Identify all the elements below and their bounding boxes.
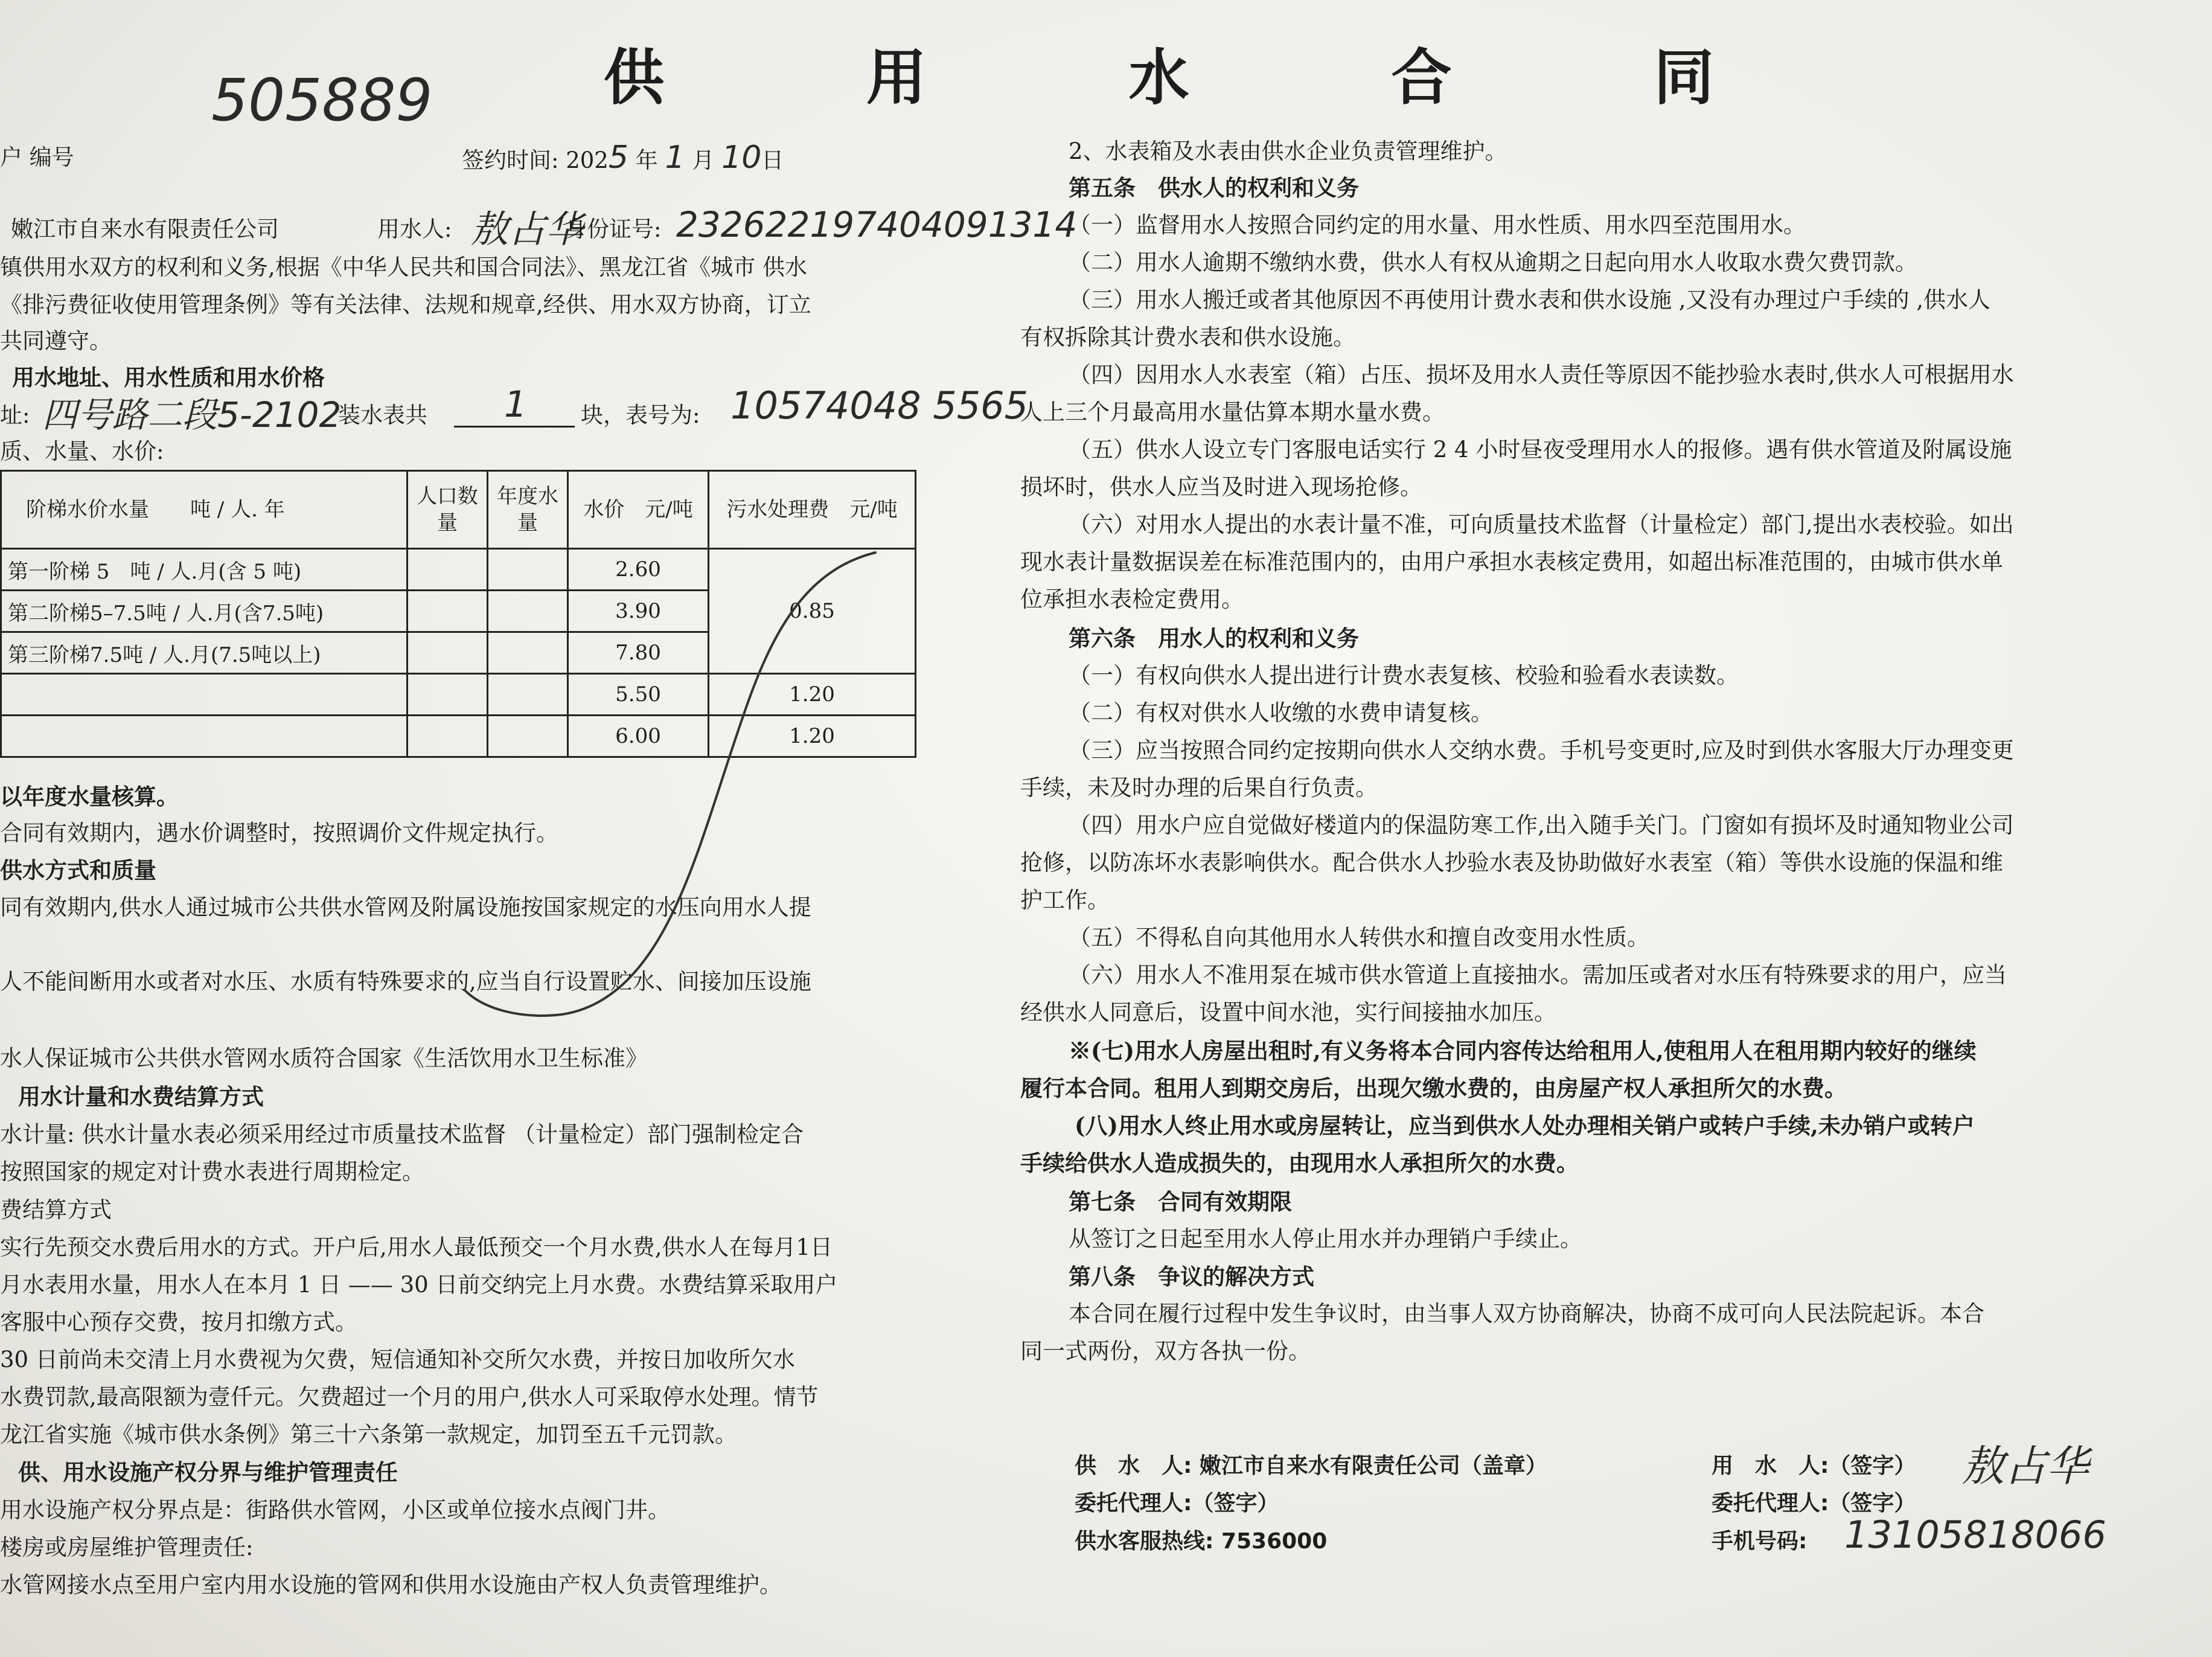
property-line-3: 水管网接水点至用户室内用水设施的管网和供用水设施由产权人负责管理维护。 <box>0 1572 782 1598</box>
metering-line-2: 按照国家的规定对计费水表进行周期检定。 <box>0 1159 424 1185</box>
table-row <box>1 549 916 591</box>
settlement-line-2: 月水表用水量，用水人在本月 1 日 —— 30 日前交纳完上月水费。水费结算采取用户 <box>0 1272 838 1298</box>
handwritten-signature: 敖占华 <box>1962 1441 2089 1491</box>
table-header-row <box>1 471 916 549</box>
section-property-heading: 供、用水设施产权分界与维护管理责任 <box>18 1459 398 1486</box>
handwritten-user-name: 敖占华 <box>471 207 584 251</box>
supplier-name: 嫩江市自来水有限责任公司 <box>11 216 279 242</box>
article-6-item-4b: 抢修，以防冻坏水表影响供水。配合供水人抄验水表及协助做好水表室（箱）等供水设施的保温和维 <box>1020 850 2003 876</box>
section-address-heading: 用水地址、用水性质和用水价格 <box>12 364 325 391</box>
article-6-item-5: （五）不得私自向其他用水人转供水和擅自改变用水性质。 <box>1069 925 1649 950</box>
sewage-cell: 1.20 <box>709 674 916 716</box>
supplier-hotline: 供水客服热线: 7536000 <box>1075 1529 1328 1554</box>
table-row <box>1 716 916 757</box>
price-cell: 2.60 <box>568 549 709 591</box>
section-supply-heading: 供水方式和质量 <box>0 857 156 883</box>
annual-note: 以年度水量核算。 <box>0 783 179 810</box>
settlement-line-1: 实行先预交水费后用水的方式。开户后,用水人最低预交一个月水费,供水人在每月1日 <box>0 1234 833 1260</box>
article-8-text-2: 同一式两份，双方各执一份。 <box>1020 1338 1311 1364</box>
year-label: 年 <box>635 147 658 173</box>
document-title: 供 用 水 合 同 <box>604 42 1805 113</box>
table-header-cell: 污水处理费 元/吨 <box>709 471 916 549</box>
table-header-cell: 人口数量 <box>408 471 488 549</box>
article-6-item-1: （一）有权向供水人提出进行计费水表复核、校验和验看水表读数。 <box>1069 662 1739 688</box>
user-sign-line: 用 水 人:（签字） <box>1712 1453 1916 1478</box>
article-7-heading: 第七条 合同有效期限 <box>1069 1188 1292 1215</box>
intro-line-3: 共同遵守。 <box>0 328 112 354</box>
handwritten-id-number: 232622197404091314 <box>676 204 1078 245</box>
settlement-line-5: 水费罚款,最高限额为壹仟元。欠费超过一个月的用户,供水人可采取停水处理。情节 <box>0 1384 819 1410</box>
handwritten-meter-number: 10574048 5565 <box>730 383 1029 428</box>
price-cell: 6.00 <box>568 716 709 757</box>
clause-4-item-2: 2、水表箱及水表由供水企业负责管理维护。 <box>1069 138 1507 164</box>
meter-number-label: 块，表号为: <box>581 402 700 428</box>
month-label: 月 <box>692 147 715 173</box>
handwritten-address: 四号路二段5-2102 <box>42 394 342 435</box>
intro-line-1: 镇供用水双方的权利和义务,根据《中华人民共和国合同法》、黑龙江省《城市 供水 <box>0 254 808 280</box>
tier-cell: 第三阶梯7.5吨 / 人.月(7.5吨以上) <box>1 632 408 674</box>
tier-cell: 第一阶梯 5 吨 / 人.月(含 5 吨) <box>1 549 408 591</box>
article-8-heading: 第八条 争议的解决方式 <box>1069 1263 1314 1290</box>
handwritten-year: 5 <box>608 139 628 176</box>
article-7-text: 从签订之日起至用水人停止用水并办理销户手续止。 <box>1069 1226 1582 1252</box>
sewage-cell: 1.20 <box>709 716 916 757</box>
user-label: 用水人: <box>377 216 452 242</box>
sign-date <box>462 139 784 176</box>
settlement-line-6: 龙江省实施《城市供水条例》第三十六条第一款规定，加罚至五千元罚款。 <box>0 1421 737 1447</box>
price-table <box>0 470 916 758</box>
property-line-2: 楼房或房屋维护管理责任: <box>0 1534 254 1560</box>
article-8-text-1: 本合同在履行过程中发生争议时，由当事人双方协商解决，协商不成可向人民法院起诉。本合 <box>1069 1301 1984 1327</box>
table-header-cell: 阶梯水价水量 吨 / 人. 年 <box>1 471 408 549</box>
supplier-agent-line: 委托代理人:（签字） <box>1075 1491 1279 1516</box>
supplier-sign-line: 供 水 人: 嫩江市自来水有限责任公司（盖章） <box>1075 1453 1547 1478</box>
article-6-item-6b: 经供水人同意后，设置中间水池，实行间接抽水加压。 <box>1020 999 1556 1025</box>
article-6-item-4c: 护工作。 <box>1020 887 1110 913</box>
intro-line-2: 《排污费征收使用管理条例》等有关法律、法规和规章,经供、用水双方协商，订立 <box>0 292 811 318</box>
price-adjust-note: 合同有效期内，遇水价调整时，按照调价文件规定执行。 <box>0 820 558 846</box>
article-5-item-3b: 有权拆除其计费水表和供水设施。 <box>1020 324 1355 350</box>
handwritten-meter-count: 1 <box>504 383 528 426</box>
tier-cell <box>1 716 408 757</box>
article-5-item-1: （一）监督用水人按照合同约定的用水量、用水性质、用水四至范围用水。 <box>1069 212 1806 238</box>
article-5-item-3a: （三）用水人搬迁或者其他原因不再使用计费水表和供水设施 ,又没有办理过户手续的 ,供水人 <box>1069 287 1991 313</box>
article-6-heading: 第六条 用水人的权利和义务 <box>1069 625 1359 652</box>
property-line-1: 用水设施产权分界点是：街路供水管网，小区或单位接水点阀门井。 <box>0 1497 670 1523</box>
article-6-item-2: （二）有权对供水人收缴的水费申请复核。 <box>1069 700 1493 726</box>
tier-cell <box>1 674 408 716</box>
nature-label: 质、水量、水价: <box>0 438 164 464</box>
article-6-item-6a: （六）用水人不准用泵在城市供水管道上直接抽水。需加压或者对水压有特殊要求的用户，应当 <box>1069 962 2007 988</box>
article-6-item-8a: (八)用水人终止用水或房屋转让，应当到供水人处办理相关销户或转户手续,未办销户或转户 <box>1075 1112 1975 1139</box>
table-header-cell: 水价 元/吨 <box>568 471 709 549</box>
article-6-item-3b: 手续，未及时办理的后果自行负责。 <box>1020 775 1378 801</box>
handwritten-phone: 13105818066 <box>1844 1513 2106 1557</box>
id-label: 身份证号: <box>564 216 662 242</box>
supply-line-2: 人不能间断用水或者对水压、水质有特殊要求的,应当自行设置贮水、间接加压设施 <box>0 969 811 995</box>
price-cell: 5.50 <box>568 674 709 716</box>
address-label: 址: <box>0 402 30 428</box>
settlement-line-3: 客服中心预存交费，按月扣缴方式。 <box>0 1309 357 1335</box>
day-label: 日 <box>761 147 784 173</box>
settlement-line-4: 30 日前尚未交清上月水费视为欠费，短信通知补交所欠水费，并按日加收所欠水 <box>0 1347 795 1373</box>
article-5-heading: 第五条 供水人的权利和义务 <box>1069 175 1359 201</box>
article-5-item-5a: （五）供水人设立专门客服电话实行 2 4 小时昼夜受理用水人的报修。遇有供水管道及附属设施 <box>1069 437 2012 463</box>
article-6-item-7a: ※(七)用水人房屋出租时,有义务将本合同内容传达给租用人,使租用人在租用期内较好的继续 <box>1069 1037 1977 1064</box>
article-6-item-8b: 手续给供水人造成损失的，由现用水人承担所欠的水费。 <box>1020 1150 1579 1176</box>
article-6-item-4a: （四）用水户应自觉做好楼道内的保温防寒工作,出入随手关门。门窗如有损坏及时通知物业公司 <box>1069 812 2014 838</box>
handwritten-month: 1 <box>665 139 685 176</box>
meter-count-label: 装水表共 <box>338 402 427 428</box>
user-agent-line: 委托代理人:（签字） <box>1712 1491 1916 1516</box>
account-label: 户 编号 <box>0 144 74 170</box>
article-5-item-5b: 损坏时，供水人应当及时进入现场抢修。 <box>1020 474 1422 500</box>
handwritten-day: 10 <box>721 139 762 176</box>
article-5-item-2: （二）用水人逾期不缴纳水费，供水人有权从逾期之日起向用水人收取水费欠费罚款。 <box>1069 249 1917 275</box>
settlement-heading: 费结算方式 <box>0 1197 112 1223</box>
section-metering-heading: 用水计量和水费结算方式 <box>18 1083 264 1110</box>
article-6-item-7b: 履行本合同。租用人到期交房后，出现欠缴水费的，由房屋产权人承担所欠的水费。 <box>1020 1075 1847 1101</box>
sign-time-label: 签约时间: 202 <box>462 147 609 173</box>
supply-line-1: 同有效期内,供水人通过城市公共供水管网及附属设施按国家规定的水压向用水人提 <box>0 894 811 920</box>
article-5-item-4b: 人上三个月最高用水量估算本期水量水费。 <box>1020 399 1445 425</box>
article-6-item-3a: （三）应当按照合同约定按期向供水人交纳水费。手机号变更时,应及时到供水客服大厅办理变更 <box>1069 737 2014 763</box>
article-5-item-6a: （六）对用水人提出的水表计量不准，可向质量技术监督（计量检定）部门,提出水表校验。如出 <box>1069 511 2014 537</box>
price-cell: 7.80 <box>568 632 709 674</box>
price-cell: 3.90 <box>568 591 709 632</box>
right-column <box>1020 0 2204 1657</box>
handwritten-number: 505889 <box>211 66 433 134</box>
table-row <box>1 674 916 716</box>
supply-line-3: 水人保证城市公共供水管网水质符合国家《生活饮用水卫生标准》 <box>0 1045 648 1071</box>
article-5-item-6b: 现水表计量数据误差在标准范围内的，由用户承担水表核定费用，如超出标准范围的，由城市供水单 <box>1020 549 2003 575</box>
user-phone-label: 手机号码: <box>1712 1529 1808 1554</box>
tier-cell: 第二阶梯5–7.5吨 / 人.月(含7.5吨) <box>1 591 408 632</box>
metering-line-1: 水计量: 供水计量水表必须采用经过市质量技术监督 （计量检定）部门强制检定合 <box>0 1121 804 1147</box>
article-5-item-6c: 位承担水表检定费用。 <box>1020 586 1244 612</box>
article-5-item-4a: （四）因用水人水表室（箱）占压、损坏及用水人责任等原因不能抄验水表时,供水人可根据用水 <box>1069 362 2014 388</box>
table-header-cell: 年度水量 <box>488 471 568 549</box>
sewage-merged-cell: 0.85 <box>709 549 916 674</box>
